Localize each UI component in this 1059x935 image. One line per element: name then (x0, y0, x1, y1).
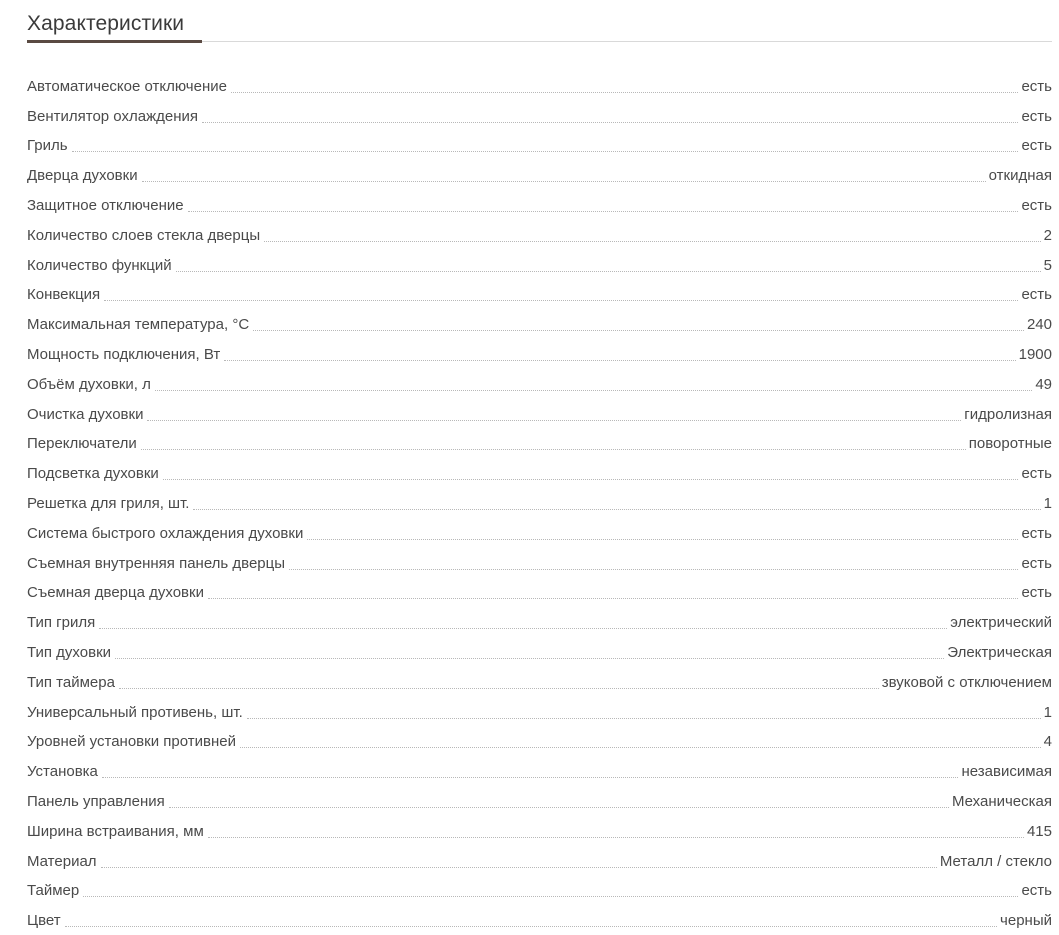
spec-value: 2 (1043, 226, 1052, 244)
spec-row-oven-door (27, 155, 1052, 185)
dot-leader (163, 478, 1019, 480)
spec-value: есть (1021, 77, 1052, 95)
spec-row-oven-cleaning (27, 394, 1052, 424)
spec-row-installation (27, 751, 1052, 781)
spec-value: есть (1021, 554, 1052, 572)
spec-name: Переключатели (27, 435, 137, 453)
dot-leader (104, 299, 1018, 301)
spec-name: Таймер (27, 882, 80, 900)
dot-leader (142, 180, 986, 182)
spec-row-timer-type (27, 662, 1052, 692)
spec-value: 240 (1026, 316, 1052, 334)
spec-name: Автоматическое отключение (27, 77, 227, 95)
spec-name: Очистка духовки (27, 405, 144, 423)
spec-row-grill (27, 126, 1052, 156)
dot-leader (202, 121, 1018, 123)
specs-header (27, 0, 1052, 42)
spec-value: откидная (988, 167, 1052, 185)
spec-name: Установка (27, 763, 98, 781)
dot-leader (289, 568, 1018, 570)
spec-name: Универсальный противень, шт. (27, 703, 243, 721)
spec-name: Объём духовки, л (27, 375, 151, 393)
spec-name: Тип таймера (27, 673, 115, 691)
dot-leader (115, 657, 944, 659)
section-title: Характеристики (27, 12, 185, 35)
spec-name: Дверца духовки (27, 167, 138, 185)
dot-leader (155, 389, 1032, 391)
spec-name: Подсветка духовки (27, 465, 159, 483)
spec-row-control-panel (27, 781, 1052, 811)
spec-row-safety-shutoff (27, 185, 1052, 215)
specs-section (27, 0, 1052, 930)
spec-value: 415 (1026, 822, 1052, 840)
spec-value: Электрическая (947, 643, 1052, 661)
spec-value: есть (1021, 465, 1052, 483)
spec-row-timer (27, 871, 1052, 901)
spec-value: поворотные (968, 435, 1052, 453)
dot-leader (101, 866, 937, 868)
dot-leader (208, 836, 1024, 838)
spec-row-oven-type (27, 632, 1052, 662)
spec-value: есть (1021, 137, 1052, 155)
spec-row-cooling-fan (27, 96, 1052, 126)
spec-value: 1 (1043, 494, 1052, 512)
spec-row-auto-shutoff (27, 66, 1052, 96)
spec-value: Механическая (951, 792, 1052, 810)
spec-value: черный (1000, 912, 1052, 930)
dot-leader (119, 687, 879, 689)
spec-row-color (27, 900, 1052, 930)
dot-leader (72, 150, 1019, 152)
spec-row-universal-tray (27, 692, 1052, 722)
spec-value: звуковой с отключением (881, 673, 1052, 691)
dot-leader (83, 895, 1018, 897)
spec-row-convection (27, 275, 1052, 305)
dot-leader (65, 925, 997, 927)
spec-name: Мощность подключения, Вт (27, 345, 221, 363)
spec-name: Защитное отключение (27, 196, 184, 214)
spec-value: есть (1021, 196, 1052, 214)
spec-name: Цвет (27, 912, 61, 930)
spec-name: Решетка для гриля, шт. (27, 494, 190, 512)
dot-leader (264, 240, 1041, 242)
spec-row-switches (27, 424, 1052, 454)
spec-name: Вентилятор охлаждения (27, 107, 198, 125)
spec-row-oven-volume (27, 364, 1052, 394)
spec-row-glass-layers (27, 215, 1052, 245)
spec-value: гидролизная (964, 405, 1052, 423)
spec-name: Панель управления (27, 792, 165, 810)
dot-leader (208, 597, 1019, 599)
dot-leader (231, 91, 1019, 93)
spec-value: есть (1021, 107, 1052, 125)
spec-value: 1900 (1018, 345, 1052, 363)
spec-list (27, 66, 1052, 930)
dot-leader (253, 329, 1024, 331)
spec-name: Количество слоев стекла дверцы (27, 226, 261, 244)
dot-leader (188, 210, 1019, 212)
spec-name: Конвекция (27, 286, 101, 304)
spec-row-tray-levels (27, 722, 1052, 752)
spec-row-oven-light (27, 453, 1052, 483)
spec-name: Уровней установки противней (27, 733, 236, 751)
dot-leader (240, 746, 1041, 748)
spec-value: есть (1021, 524, 1052, 542)
spec-row-build-in-width (27, 811, 1052, 841)
spec-row-max-temperature (27, 304, 1052, 334)
spec-value: 4 (1043, 733, 1052, 751)
spec-name: Максимальная температура, °C (27, 316, 250, 334)
spec-value: есть (1021, 584, 1052, 602)
spec-value: 49 (1035, 375, 1052, 393)
spec-row-power (27, 334, 1052, 364)
dot-leader (141, 448, 966, 450)
spec-row-function-count (27, 245, 1052, 275)
dot-leader (193, 508, 1040, 510)
spec-name: Количество функций (27, 256, 172, 274)
spec-row-grill-type (27, 602, 1052, 632)
spec-name: Ширина встраивания, мм (27, 822, 204, 840)
spec-name: Съемная внутренняя панель дверцы (27, 554, 286, 572)
spec-value: есть (1021, 882, 1052, 900)
spec-value: Металл / стекло (939, 852, 1052, 870)
spec-name: Гриль (27, 137, 68, 155)
dot-leader (224, 359, 1015, 361)
spec-row-fast-cooling (27, 513, 1052, 543)
spec-row-grill-rack (27, 483, 1052, 513)
spec-name: Тип гриля (27, 614, 96, 632)
dot-leader (307, 538, 1018, 540)
spec-row-material (27, 841, 1052, 871)
spec-value: независимая (961, 763, 1052, 781)
dot-leader (102, 776, 959, 778)
dot-leader (176, 270, 1041, 272)
dot-leader (147, 419, 961, 421)
spec-name: Тип духовки (27, 643, 112, 661)
spec-value: 1 (1043, 703, 1052, 721)
spec-row-removable-inner-panel (27, 543, 1052, 573)
dot-leader (99, 627, 947, 629)
dot-leader (247, 717, 1041, 719)
spec-value: есть (1021, 286, 1052, 304)
dot-leader (169, 806, 949, 808)
spec-name: Съемная дверца духовки (27, 584, 204, 602)
spec-name: Материал (27, 852, 97, 870)
spec-row-removable-door (27, 573, 1052, 603)
spec-name: Система быстрого охлаждения духовки (27, 524, 304, 542)
spec-value: электрический (950, 614, 1052, 632)
spec-value: 5 (1043, 256, 1052, 274)
title-underline (27, 40, 202, 43)
